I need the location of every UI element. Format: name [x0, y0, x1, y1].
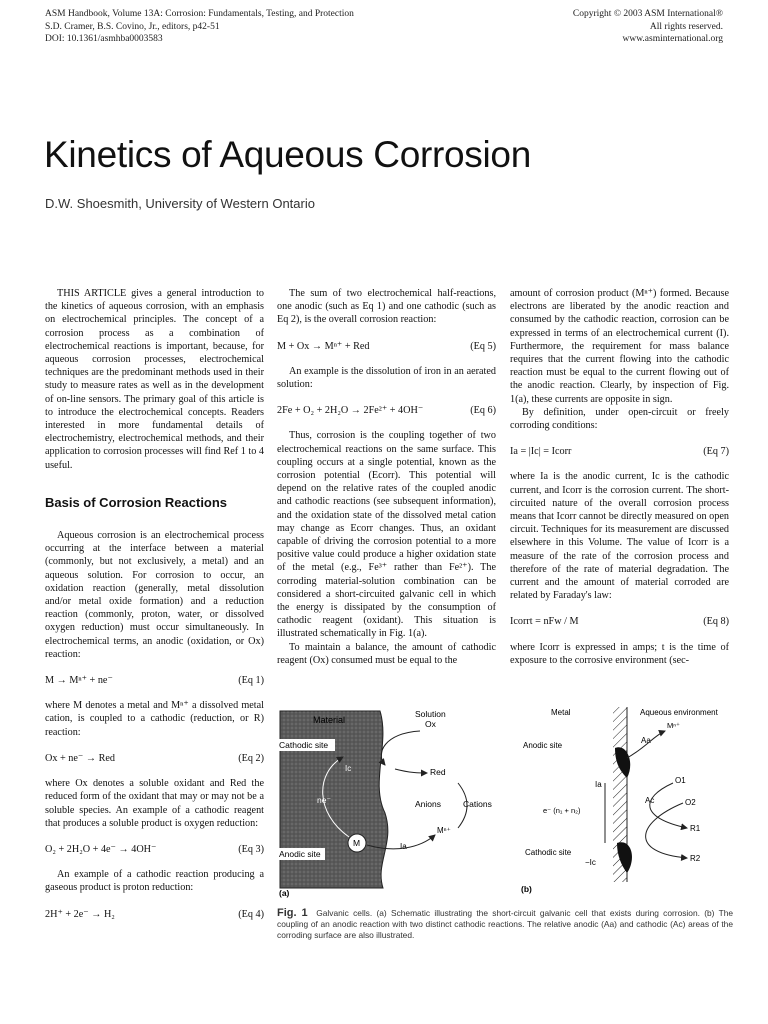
- paragraph: where M denotes a metal and Mⁿ⁺ a dissolved metal cation, is coupled to a cathodic (reduction, or R) reaction:: [45, 700, 264, 738]
- paragraph: Aqueous corrosion is an electrochemical process occurring at the interface between a material (commonly, but not exclusively, a metal) and an aqueous solution. For corrosion to occur, an oxidation reaction (generally, metal dissolution and/or metal oxide formation) and a reduction reaction (commonly, proton, water, or dissolved oxygen reduction) must occur simultaneously. In electrochemical terms, an anodic (oxidation, or Ox) reaction:: [45, 530, 264, 660]
- equation-5: [277, 340, 496, 353]
- cathodic-site-label: Cathodic site: [525, 848, 572, 857]
- figure-panel-b: [521, 707, 719, 894]
- ia-label: Ia: [400, 842, 407, 851]
- equation-label: (Eq 8): [703, 616, 729, 628]
- doi-line: DOI: 10.1361/asmhba0003583: [45, 34, 163, 44]
- equation-label: (Eq 5): [470, 340, 496, 352]
- paragraph: By definition, under open-circuit or freely corroding conditions:: [510, 406, 729, 432]
- column-2: [277, 287, 496, 667]
- metal-label: Metal: [551, 708, 571, 717]
- paragraph: where Ia is the anodic current, Ic is the cathodic current, and Icorr is the corrosion current. The short-circuited nature of the overall corrosion process means that Icorr cannot be directly measured on open circuit. Techniques for its measurement are discussed elsewhere in this Volume. The value of Icorr is a measure of the rate of the corrosion process and therefore of the rate of material degradation. The current and the amount of material corroded are related by Faraday's law:: [510, 471, 729, 602]
- ox-label: Ox: [425, 719, 436, 729]
- author-line: D.W. Shoesmith, University of Western Ontario: [45, 196, 315, 211]
- cations-label: Cations: [463, 799, 492, 809]
- equation-text: M → Mⁿ⁺ + ne⁻: [45, 675, 113, 687]
- copyright-line: Copyright © 2003 ASM International®: [572, 9, 723, 19]
- equation-label: (Eq 1): [238, 675, 264, 687]
- column-3: [510, 287, 729, 667]
- equation-1: [45, 674, 264, 687]
- reduction-arrow: [395, 769, 427, 773]
- equation-text: M + Ox → Mⁿ⁺ + Red: [277, 340, 370, 352]
- equation-text: Ox + ne⁻ → Red: [45, 752, 115, 764]
- equation-text: 2Fe + O₂ + 2H₂O → 2Fe²⁺ + 4OH⁻: [277, 405, 424, 417]
- o1-to-r1-arrow: [650, 783, 687, 828]
- r1-label: R1: [690, 824, 701, 833]
- paragraph: amount of corrosion product (Mⁿ⁺) formed. Because electrons are liberated by the anodic reaction and consumed by the cathodic reaction, corrosion can be expressed in terms of an electrochemical current (I). Furthermore, the requirement for mass balance requires that the current flowing into the cathodic reaction must be equal to the current flowing out of the anodic reaction. Clearly, by inspection of Fig. 1(a), these currents are opposite in sign.: [510, 288, 729, 405]
- solution-label: Solution: [415, 709, 446, 719]
- aa-label: Aa: [641, 736, 651, 745]
- ic-label: −Ic: [585, 858, 596, 867]
- journal-line: ASM Handbook, Volume 13A: Corrosion: Fundamentals, Testing, and Protection: [45, 9, 354, 19]
- paragraph: where Ox denotes a soluble oxidant and Red the reduced form of the oxidant that may or may not be a soluble species. An example of a cathodic reagent that produces a soluble product is oxygen reduction:: [45, 778, 264, 829]
- electron-label: e⁻ (n₁ + n₂): [543, 806, 581, 815]
- equation-7: [510, 445, 729, 458]
- equation-label: (Eq 3): [238, 843, 264, 855]
- figure-caption: [277, 908, 733, 941]
- red-label: Red: [430, 767, 446, 777]
- equation-text: 2H⁺ + 2e⁻ → H₂: [45, 908, 115, 920]
- equation-label: (Eq 7): [703, 446, 729, 458]
- r2-label: R2: [690, 854, 701, 863]
- o1-label: O1: [675, 776, 686, 785]
- panel-b-tag: (b): [521, 884, 532, 894]
- anions-label: Anions: [415, 799, 441, 809]
- material-region: [280, 711, 388, 888]
- material-label: Material: [313, 715, 346, 725]
- paragraph: An example is the dissolution of iron in an aerated solution:: [277, 365, 496, 391]
- equation-8: [510, 615, 729, 628]
- ac-label: Ac: [645, 796, 655, 805]
- equation-6: [277, 404, 496, 417]
- website-link[interactable]: www.asminternational.org: [622, 34, 723, 44]
- paragraph: Thus, corrosion is the coupling together of two electrochemical reactions on the same surface. This coupling occurs at a single potential, known as the corrosion potential (Ecorr). This potential will depend on the relative rates of the coupled anodic and cathodic reactions (see subsequent information), and the oxidation state of the dissolved metal cation may change as Ecorr changes. Thus, an oxidant capable of driving the corrosion potential to a more positive value could produce a higher oxidation state of the metal (e.g., Fe³⁺ rather than Fe²⁺). The corroding material-solution combination can be considered a short-circuited galvanic cell in which the energy is dissipated by the consumption of cathodic reagent (oxidant). This situation is illustrated schematically in Fig. 1(a).: [277, 430, 496, 640]
- o2-label: O2: [685, 798, 696, 807]
- aqueous-label: Aqueous environment: [640, 708, 718, 717]
- article-title: Kinetics of Aqueous Corrosion: [44, 134, 531, 175]
- column-1: [45, 287, 264, 933]
- cathodic-site-label: Cathodic site: [279, 740, 329, 750]
- anodic-site-label: Anodic site: [523, 741, 563, 750]
- anodic-site-label: Anodic site: [279, 849, 321, 859]
- copyright-header: [573, 8, 723, 46]
- equation-4: [45, 908, 264, 921]
- ic-label: Ic: [345, 764, 352, 773]
- metal-cation-label: Mⁿ⁺: [437, 826, 451, 835]
- caption-text: Galvanic cells. (a) Schematic illustrating the short-circuit galvanic cell that exists during corrosion. (b) The coupling of an anodic reaction with two distinct cathodic reactions. The relative anodic (Aa) and cathodic (Ac) areas of the corroding surface are also illustrated.: [277, 908, 734, 940]
- equation-text: Ia = |Ic| = Icorr: [510, 446, 572, 458]
- figure-panel-a: [277, 709, 492, 898]
- section-heading: Basis of Corrosion Reactions: [45, 494, 228, 510]
- paragraph: where Icorr is expressed in amps; t is the time of exposure to the corrosive environment (sec-: [510, 641, 729, 666]
- figure-1: [275, 703, 733, 899]
- rights-line: All rights reserved.: [649, 21, 723, 32]
- citation-header: [45, 8, 354, 46]
- equation-label: (Eq 4): [238, 908, 264, 920]
- equation-label: (Eq 2): [238, 752, 264, 764]
- equation-text: O₂ + 2H₂O + 4e⁻ → 4OH⁻: [45, 843, 157, 855]
- equation-3: [45, 843, 264, 856]
- mn-label: Mⁿ⁺: [667, 721, 680, 730]
- equation-label: (Eq 6): [470, 405, 496, 417]
- equation-text: Icorrt = nFw / M: [510, 616, 579, 628]
- editors-line: S.D. Cramer, B.S. Covino, Jr., editors, p42-51: [45, 21, 220, 32]
- equation-2: [45, 752, 264, 765]
- paragraph: The sum of two electrochemical half-reactions, one anodic (such as Eq 1) and one cathodic (such as Eq 2), is the overall corrosion reaction:: [277, 288, 496, 326]
- panel-a-tag: (a): [279, 888, 290, 898]
- ia-label: Ia: [595, 780, 602, 789]
- paragraph: An example of a cathodic reaction producing a gaseous product is proton reduction:: [45, 869, 264, 894]
- figure-label: Fig. 1: [277, 907, 308, 919]
- paragraph: To maintain a balance, the amount of cathodic reagent (Ox) consumed must be equal to the: [277, 641, 496, 666]
- intro-paragraph: THIS ARTICLE gives a general introduction to the kinetics of aqueous corrosion, with an emphasis on electrochemical principles. The concept of a corrosion process as a combination of electrochemical reactions is important, because, for aqueous corrosion processes, electrochemical techniques are the predominant methods used in their study to measure rates as well as in the development of on-line sensors. The primary goal of this article is to introduce the electrochemical concepts. Readers interested in more fundamental details of electrochemistry, electrochemical methods, and their application to corrosion processes will find Ref 1 to 4 useful.: [45, 288, 264, 471]
- oxidant-arrow: [381, 731, 420, 765]
- m-label: M: [353, 838, 361, 848]
- electron-label: ne⁻: [317, 795, 331, 805]
